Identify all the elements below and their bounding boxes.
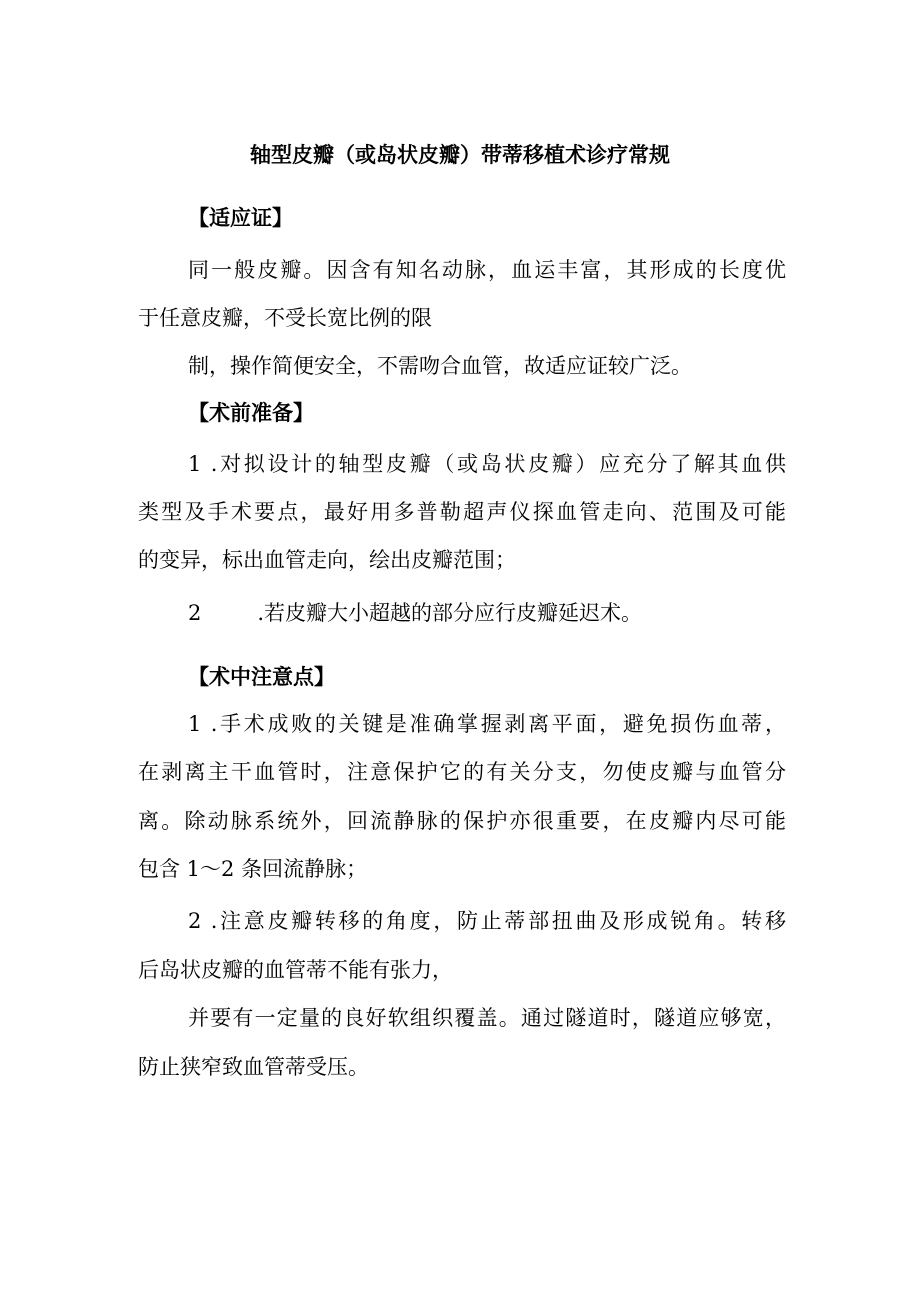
preop-item1-line-1: 1 .对拟设计的轴型皮瓣（或岛状皮瓣）应充分了解其血供 [188, 452, 786, 476]
intraop-item2-line-1: 2 .注意皮瓣转移的角度，防止蒂部扭曲及形成锐角。转移 [188, 909, 786, 933]
indications-line-2: 于任意皮瓣，不受长宽比例的限 [138, 306, 432, 330]
intraop-item1-line-1: 1 .手术成败的关键是准确掌握剥离平面，避免损伤血蒂， [188, 712, 786, 736]
preop-item2-number: 2 [188, 601, 202, 625]
indications-line-1: 同一般皮瓣。因含有知名动脉，血运丰富，其形成的长度优 [188, 258, 786, 282]
intraop-item3-line-1: 并要有一定量的良好软组织覆盖。通过隧道时，隧道应够宽， [188, 1006, 786, 1030]
preop-item1-line-2: 类型及手术要点，最好用多普勒超声仪探血管走向、范围及可能 [138, 500, 786, 524]
preop-item2 [188, 598, 786, 628]
indications-line-3: 制，操作简便安全，不需吻合血管，故适应证较广泛。 [188, 354, 692, 378]
preop-item2-text: .若皮瓣大小超越的部分应行皮瓣延迟术。 [257, 601, 643, 625]
intraop-item1-line-2: 在剥离主干血管时，注意保护它的有关分支，勿使皮瓣与血管分 [138, 760, 786, 784]
preop-item1-line-3: 的变异，标出血管走向，绘出皮瓣范围； [138, 548, 516, 572]
intraop-item1-line-3: 离。除动脉系统外，回流静脉的保护亦很重要，在皮瓣内尽可能 [138, 809, 786, 833]
intraop-item3-line-2: 防止狭窄致血管蒂受压。 [138, 1055, 369, 1079]
document-title: 轴型皮瓣（或岛状皮瓣）带蒂移植术诊疗常规 [250, 143, 670, 167]
heading-indications: 【适应证】 [188, 206, 293, 230]
heading-intraop: 【术中注意点】 [188, 665, 335, 689]
intraop-item2-line-2: 后岛状皮瓣的血管蒂不能有张力， [138, 958, 453, 982]
intraop-item1-line-4: 包含 1～2 条回流静脉； [138, 857, 368, 881]
heading-preop: 【术前准备】 [188, 401, 314, 425]
